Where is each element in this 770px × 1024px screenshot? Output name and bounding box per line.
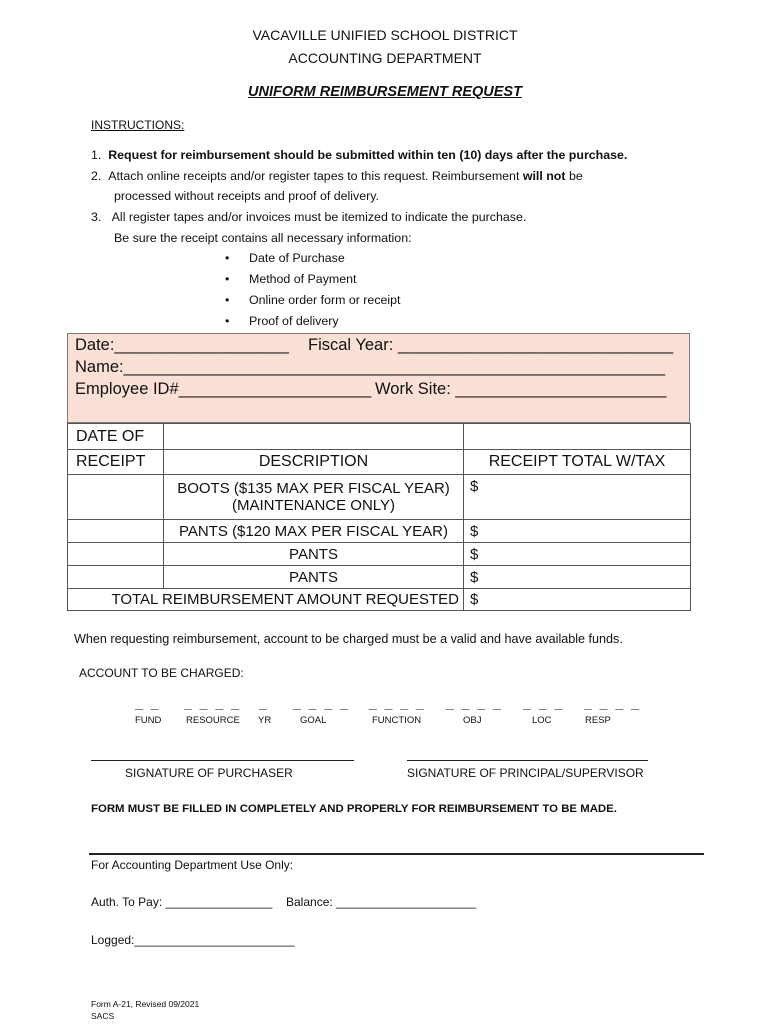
fund-code[interactable]: _ _	[135, 695, 161, 711]
instruction-item-1: 1. Request for reimbursement should be submitted within ten (10) days after the purchase.	[91, 148, 628, 162]
header-blank	[464, 424, 691, 450]
total-row	[68, 589, 691, 611]
table-row	[68, 475, 691, 520]
district-name: VACAVILLE UNIFIED SCHOOL DISTRICT	[252, 27, 518, 43]
receipt-table	[67, 423, 691, 611]
instruction-2-bold: will not	[522, 169, 566, 183]
instruction-3-text-a: All register tapes and/or invoices must be itemized to indicate the purchase.	[111, 210, 527, 224]
table-header-row	[68, 450, 691, 475]
employee-info-box	[67, 333, 690, 423]
completion-note: FORM MUST BE FILLED IN COMPLETELY AND PROPERLY FOR REIMBURSEMENT TO BE MADE.	[91, 803, 617, 815]
header-receipt: RECEIPT	[68, 450, 164, 475]
amount-cell[interactable]: $	[464, 520, 691, 543]
loc-label: LOC	[532, 715, 552, 726]
resource-label: RESOURCE	[186, 715, 240, 726]
instruction-2-text-a: Attach online receipts and/or register tapes to this request. Reimbursement	[108, 169, 523, 183]
instruction-2-continued: processed without receipts and proof of delivery.	[114, 189, 379, 203]
balance-field[interactable]: Balance: _____________________	[286, 895, 477, 909]
obj-label: OBJ	[463, 715, 482, 726]
purchaser-signature-line[interactable]	[91, 760, 354, 761]
bullet-item: • Online order form or receipt	[249, 293, 401, 307]
row-description: PANTS	[164, 543, 464, 566]
resp-code[interactable]: _ _ _ _	[584, 695, 641, 711]
fiscal-year-field[interactable]: Fiscal Year: ______________________________	[308, 336, 674, 354]
table-row	[68, 543, 691, 566]
instruction-item-3: 3. All register tapes and/or invoices must be itemized to indicate the purchase.	[91, 210, 527, 224]
date-cell[interactable]	[68, 520, 164, 543]
date-cell[interactable]	[68, 543, 164, 566]
row-description-note: (MAINTENANCE ONLY)	[231, 497, 396, 514]
employee-id-field[interactable]: Employee ID#_____________________	[75, 380, 372, 398]
bullet-item: • Proof of delivery	[249, 314, 339, 328]
bullet-item: • Method of Payment	[249, 272, 356, 286]
resp-label: RESP	[585, 715, 611, 726]
auth-to-pay-field[interactable]: Auth. To Pay: ________________	[91, 895, 273, 909]
function-code[interactable]: _ _ _ _	[369, 695, 426, 711]
instruction-1-text: Request for reimbursement should be submitted within ten (10) days after the purchase.	[108, 148, 628, 162]
department-name: ACCOUNTING DEPARTMENT	[288, 50, 482, 66]
instruction-2-text-b: be	[565, 169, 583, 183]
accounting-divider	[89, 853, 704, 855]
fund-label: FUND	[135, 715, 162, 726]
funds-notice: When requesting reimbursement, account to be charged must be a valid and have available funds.	[74, 632, 623, 646]
total-amount-cell[interactable]: $	[464, 589, 691, 611]
amount-cell[interactable]: $	[464, 475, 691, 520]
instruction-3-continued: Be sure the receipt contains all necessary information:	[114, 231, 412, 245]
work-site-field[interactable]: Work Site: _______________________	[375, 380, 667, 398]
date-cell[interactable]	[68, 566, 164, 589]
function-label: FUNCTION	[372, 715, 422, 726]
row-description: PANTS ($120 MAX PER FISCAL YEAR)	[164, 520, 464, 543]
goal-label: GOAL	[300, 715, 327, 726]
amount-cell[interactable]: $	[464, 543, 691, 566]
year-label: YR	[258, 715, 272, 726]
year-code[interactable]: _	[259, 695, 269, 711]
purchaser-signature-label: SIGNATURE OF PURCHASER	[125, 766, 293, 780]
table-row	[68, 566, 691, 589]
total-label: TOTAL REIMBURSEMENT AMOUNT REQUESTED	[68, 589, 464, 611]
logged-field[interactable]: Logged:________________________	[91, 933, 295, 947]
form-id: Form A-21, Revised 09/2021	[91, 999, 200, 1009]
name-field[interactable]: Name:___________________________________________________________	[75, 358, 666, 376]
description-cell	[164, 475, 464, 520]
row-description: BOOTS ($135 MAX PER FISCAL YEAR)	[177, 480, 450, 497]
goal-code[interactable]: _ _ _ _	[293, 695, 350, 711]
header-description: DESCRIPTION	[164, 450, 464, 475]
date-field[interactable]: Date:___________________	[75, 336, 289, 354]
footer-dept: SACS	[91, 1011, 115, 1021]
table-header-row-top	[68, 424, 691, 450]
header-date-of: DATE OF	[68, 424, 164, 450]
loc-code[interactable]: _ _ _	[523, 695, 565, 711]
date-cell[interactable]	[68, 475, 164, 520]
row-description: PANTS	[164, 566, 464, 589]
principal-signature-line[interactable]	[407, 760, 648, 761]
principal-signature-label: SIGNATURE OF PRINCIPAL/SUPERVISOR	[407, 766, 644, 780]
instructions-heading: INSTRUCTIONS:	[91, 118, 185, 132]
form-title: UNIFORM REIMBURSEMENT REQUEST	[248, 84, 522, 100]
table-row	[68, 520, 691, 543]
obj-code[interactable]: _ _ _ _	[446, 695, 503, 711]
instruction-item-2: 2. Attach online receipts and/or register tapes to this request. Reimbursement will not be	[91, 169, 583, 183]
amount-cell[interactable]: $	[464, 566, 691, 589]
header-blank	[164, 424, 464, 450]
header-receipt-total: RECEIPT TOTAL W/TAX	[464, 450, 691, 475]
bullet-item: • Date of Purchase	[249, 251, 345, 265]
account-label: ACCOUNT TO BE CHARGED:	[79, 666, 244, 680]
accounting-use-heading: For Accounting Department Use Only:	[91, 858, 294, 872]
resource-code[interactable]: _ _ _ _	[184, 695, 241, 711]
